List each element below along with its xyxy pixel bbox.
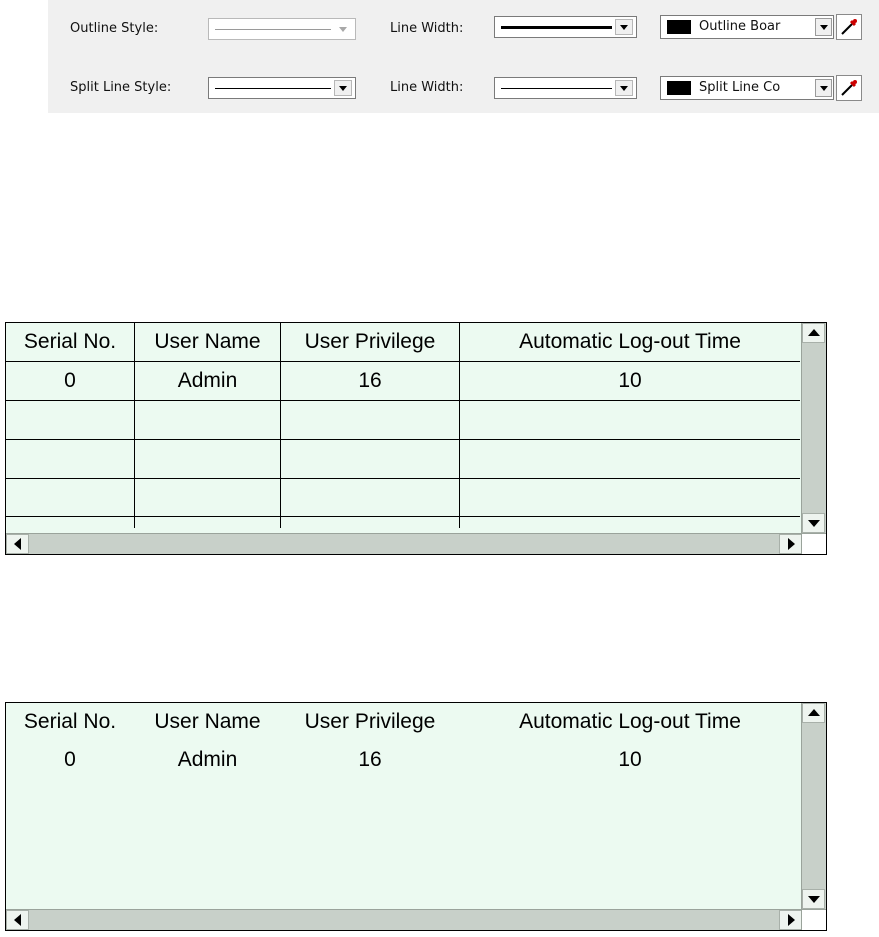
vertical-scrollbar[interactable] xyxy=(801,323,826,533)
outline-style-combo[interactable] xyxy=(208,18,356,40)
chevron-down-icon[interactable] xyxy=(334,80,352,96)
chevron-down-icon[interactable] xyxy=(615,19,633,35)
user-table-with-grid-lines xyxy=(5,322,827,555)
scroll-right-arrow-icon[interactable] xyxy=(779,910,802,930)
outline-color-text: Outline Boar xyxy=(699,19,781,34)
scrollbar-corner xyxy=(801,533,826,554)
outline-style-label: Outline Style: xyxy=(70,21,159,36)
column-header-user-name[interactable]: User Name xyxy=(154,710,261,733)
table-cell[interactable] xyxy=(6,440,134,478)
scroll-right-arrow-icon[interactable] xyxy=(779,534,802,554)
grid-line xyxy=(459,323,460,528)
vertical-scrollbar[interactable] xyxy=(801,703,826,909)
chevron-down-icon[interactable] xyxy=(615,80,633,96)
table-cell[interactable]: 16 xyxy=(358,748,382,771)
outline-line-width-label: Line Width: xyxy=(390,21,464,36)
user-table-without-grid-lines xyxy=(5,702,827,931)
eyedropper-icon xyxy=(837,15,861,39)
chevron-down-icon[interactable] xyxy=(815,18,832,36)
table-cell[interactable]: 0 xyxy=(64,748,76,771)
column-header-user-privilege[interactable]: User Privilege xyxy=(304,330,436,353)
split-line-style-combo[interactable] xyxy=(208,77,356,99)
grid-line xyxy=(6,478,800,479)
scroll-down-arrow-icon[interactable] xyxy=(802,513,825,533)
table-cell[interactable]: Admin xyxy=(177,369,238,392)
horizontal-scrollbar[interactable] xyxy=(6,909,802,930)
split-line-color-text: Split Line Co xyxy=(699,80,781,95)
grid-line xyxy=(6,400,800,401)
scroll-left-arrow-icon[interactable] xyxy=(6,910,29,930)
line-settings-panel xyxy=(48,0,879,113)
scroll-up-arrow-icon[interactable] xyxy=(802,703,825,723)
grid-line xyxy=(280,323,281,528)
split-line-width-combo[interactable] xyxy=(494,77,637,99)
column-header-user-privilege[interactable]: User Privilege xyxy=(304,710,436,733)
split-width-sample xyxy=(501,88,612,89)
table-cell[interactable]: 10 xyxy=(618,748,642,771)
grid-line xyxy=(6,361,800,362)
column-header-serial-no[interactable]: Serial No. xyxy=(23,330,117,353)
grid-line xyxy=(6,439,800,440)
column-header-serial-no[interactable]: Serial No. xyxy=(23,710,117,733)
table-cell[interactable]: 0 xyxy=(64,369,76,392)
column-header-user-name[interactable]: User Name xyxy=(154,330,261,353)
scroll-down-arrow-icon[interactable] xyxy=(802,889,825,909)
outline-style-sample xyxy=(215,29,331,30)
table-cell[interactable]: Admin xyxy=(177,748,238,771)
column-header-auto-logout-time[interactable]: Automatic Log-out Time xyxy=(519,330,741,353)
horizontal-scrollbar[interactable] xyxy=(6,533,802,554)
scrollbar-corner xyxy=(801,909,826,930)
grid-line xyxy=(6,516,800,517)
column-header-auto-logout-time[interactable]: Automatic Log-out Time xyxy=(519,710,741,733)
split-line-style-label: Split Line Style: xyxy=(70,80,172,95)
split-line-color-swatch xyxy=(667,81,691,95)
outline-color-swatch xyxy=(667,20,691,34)
table-cell[interactable]: 10 xyxy=(618,369,642,392)
outline-line-width-combo[interactable] xyxy=(494,16,637,38)
split-style-sample xyxy=(215,88,331,89)
split-line-color-picker-button[interactable] xyxy=(836,75,862,101)
split-line-color-combo[interactable] xyxy=(660,76,834,100)
table-cell[interactable] xyxy=(6,479,134,517)
split-line-width-label: Line Width: xyxy=(390,80,464,95)
table-cell[interactable]: 16 xyxy=(358,369,382,392)
outline-width-sample xyxy=(501,26,612,29)
table-cell[interactable] xyxy=(6,401,134,439)
scroll-left-arrow-icon[interactable] xyxy=(6,534,29,554)
scroll-up-arrow-icon[interactable] xyxy=(802,323,825,343)
grid-line xyxy=(134,323,135,528)
chevron-down-icon[interactable] xyxy=(815,79,832,97)
eyedropper-icon xyxy=(837,76,861,100)
chevron-down-icon[interactable] xyxy=(334,21,352,37)
outline-color-combo[interactable] xyxy=(660,15,834,39)
outline-color-picker-button[interactable] xyxy=(836,14,862,40)
